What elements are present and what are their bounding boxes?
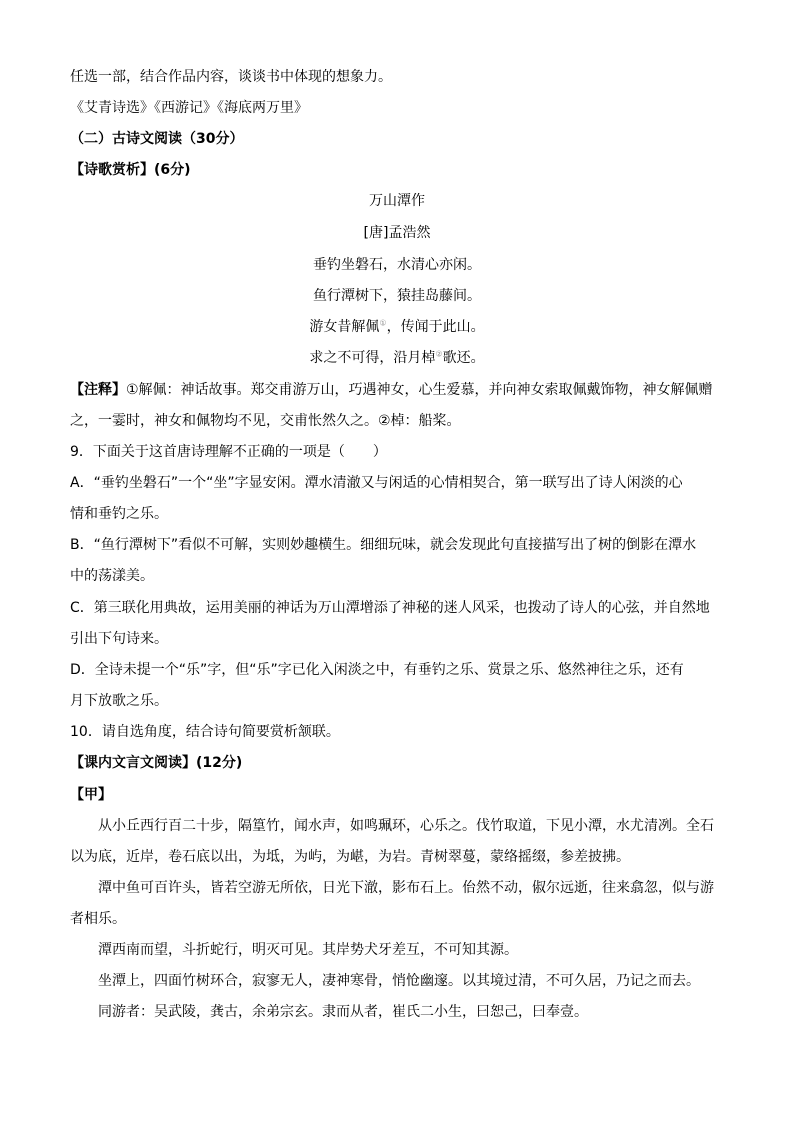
annotation-text: ①解佩：神话故事。郑交甫游万山，巧遇神女，心生爱慕，并向神女索取佩戴饰物，神女解佩赠 <box>126 382 713 398</box>
footnote-marker: ② <box>435 349 443 359</box>
section-heading: （二）古诗文阅读（30分） <box>70 131 244 147</box>
poem-line-text: 游女昔解佩 <box>309 319 380 335</box>
question-10-stem: 10．请自选角度，结合诗句简要赏析颔联。 <box>70 724 340 740</box>
option-d-continued: 月下放歌之乐。 <box>70 693 168 709</box>
passage-paragraph-4: 坐潭上，四面竹树环合，寂寥无人，凄神寒骨，悄怆幽邃。以其境过清，不可久居，乃记之而去。 <box>98 973 700 989</box>
poem-line-text: 歌还。 <box>442 350 485 366</box>
option-a-continued: 情和垂钓之乐。 <box>70 506 168 522</box>
passage-paragraph-2: 潭中鱼可百许头，皆若空游无所依，日光下澈，影布石上。佁然不动，俶尔远逝，往来翕忽，似与游 <box>98 880 714 896</box>
option-b-continued: 中的荡漾美。 <box>70 568 154 584</box>
poem-line-text: 求之不可得，沿月棹 <box>309 350 436 366</box>
poem-line-text: ，传闻于此山。 <box>386 319 485 335</box>
classical-section-heading: 【课内文言文阅读】(12分) <box>70 755 243 771</box>
footnote-marker: ① <box>379 318 387 328</box>
passage-paragraph-2-continued: 者相乐。 <box>70 911 126 927</box>
poem-author: [唐]孟浩然 <box>363 225 431 241</box>
annotation-continued: 之，一霎时，神女和佩物均不见，交甫怅然久之。②棹：船桨。 <box>70 413 461 429</box>
poem-line: 垂钓坐磐石，水清心亦闲。 <box>313 257 481 273</box>
passage-paragraph-3: 潭西南而望，斗折蛇行，明灭可见。其岸势犬牙差互，不可知其源。 <box>98 942 518 958</box>
option-c-continued: 引出下句诗来。 <box>70 631 168 647</box>
option-a: A．“垂钓坐磐石”一个“坐”字显安闲。潭水清澈又与闲适的心情相契合，第一联写出了诗人闲淡的心 <box>70 475 683 491</box>
option-d: D．全诗未提一个“乐”字，但“乐”字已化入闲淡之中，有垂钓之乐、赏景之乐、悠然神往之乐，还有 <box>70 662 684 678</box>
poem-title: 万山潭作 <box>369 193 425 209</box>
passage-paragraph-5: 同游者：吴武陵，龚古，余弟宗玄。隶而从者，崔氏二小生，曰恕己，曰奉壹。 <box>98 1004 588 1020</box>
poem-section-heading: 【诗歌赏析】(6分) <box>70 162 191 178</box>
poem-line <box>0 319 794 336</box>
passage-paragraph-1: 从小丘西行百二十步，隔篁竹，闻水声，如鸣珮环，心乐之。伐竹取道，下见小潭，水尤清冽。全石 <box>98 818 714 834</box>
poem-line: 鱼行潭树下，猿挂岛藤间。 <box>313 288 481 304</box>
annotation <box>70 382 713 399</box>
option-b: B．“鱼行潭树下”看似不可解，实则妙趣横生。细细玩味，就会发现此句直接描写出了树的倒影在潭水 <box>70 537 697 553</box>
intro-line-2: 《艾青诗选》《西游记》《海底两万里》 <box>70 100 308 116</box>
passage-label-jia: 【甲】 <box>70 787 112 803</box>
option-c: C．第三联化用典故，运用美丽的神话为万山潭增添了神秘的迷人风采，也拨动了诗人的心弦，并自然地 <box>70 600 710 616</box>
poem-line <box>0 350 794 367</box>
intro-line-1: 任选一部，结合作品内容，谈谈书中体现的想象力。 <box>70 69 392 85</box>
passage-paragraph-1-continued: 以为底，近岸，卷石底以出，为坻，为屿，为嵁，为岩。青树翠蔓，蒙络摇缀，参差披拂。 <box>70 849 630 865</box>
annotation-label: 【注释】 <box>70 382 126 398</box>
question-9-stem: 9．下面关于这首唐诗理解不正确的一项是（ ） <box>70 444 387 460</box>
